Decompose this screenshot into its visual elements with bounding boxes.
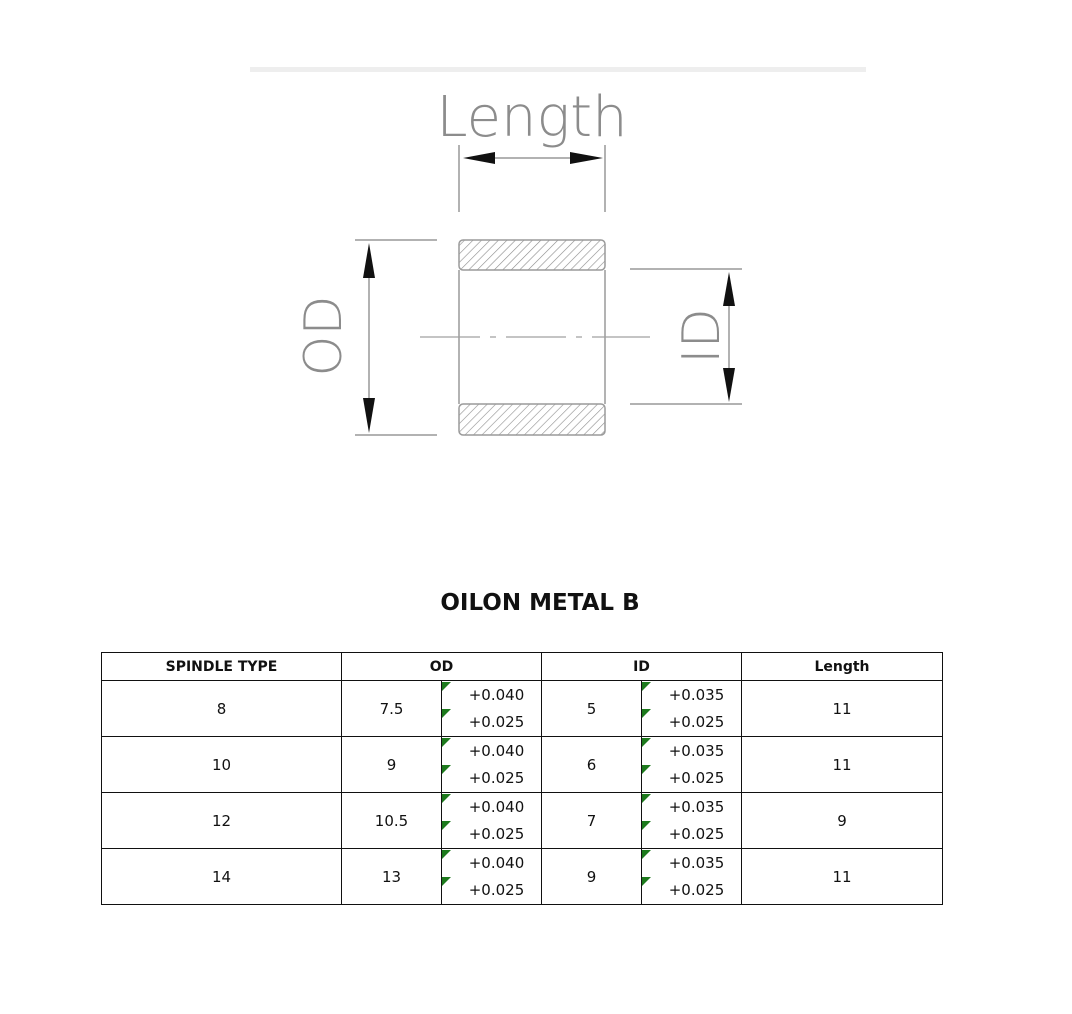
- id-cell: 5: [542, 681, 642, 737]
- id-tolerance-lower: +0.025: [642, 765, 741, 792]
- id-cell: 9: [542, 849, 642, 905]
- id-tolerance-lower: +0.025: [642, 877, 741, 904]
- header-spindle-type: SPINDLE TYPE: [102, 653, 342, 681]
- length-label: Length: [436, 85, 628, 150]
- spindle-cell: 10: [102, 737, 342, 793]
- spindle-cell: 8: [102, 681, 342, 737]
- od-tolerance-upper: +0.040: [442, 738, 541, 765]
- id-tolerance-cell: [642, 681, 742, 737]
- table-row: [102, 681, 943, 737]
- od-arrow-bottom: [363, 398, 375, 433]
- od-tolerance-upper: +0.040: [442, 850, 541, 877]
- od-tolerance-lower: +0.025: [442, 877, 541, 904]
- od-cell: 10.5: [342, 793, 442, 849]
- od-tolerance-cell: [442, 849, 542, 905]
- od-cell: 13: [342, 849, 442, 905]
- od-arrow-top: [363, 243, 375, 278]
- id-tolerance-cell: [642, 793, 742, 849]
- od-tolerance-lower: +0.025: [442, 709, 541, 736]
- id-cell: 7: [542, 793, 642, 849]
- id-cell: 6: [542, 737, 642, 793]
- header-id: ID: [542, 653, 742, 681]
- id-tolerance-cell: [642, 737, 742, 793]
- id-label: ID: [672, 308, 732, 364]
- od-cell: 9: [342, 737, 442, 793]
- table-row: [102, 849, 943, 905]
- bushing-section: [420, 240, 650, 435]
- table-row: [102, 793, 943, 849]
- dimensions-table: [101, 652, 943, 905]
- od-label: OD: [294, 295, 354, 377]
- table-title: OILON METAL B: [440, 590, 640, 616]
- id-tolerance-upper: +0.035: [642, 738, 741, 765]
- length-arrow-right: [570, 152, 603, 164]
- id-tolerance-cell: [642, 849, 742, 905]
- id-tolerance-lower: +0.025: [642, 821, 741, 848]
- length-cell: 11: [742, 737, 943, 793]
- length-cell: 9: [742, 793, 943, 849]
- length-arrow-left: [463, 152, 495, 164]
- table-row: [102, 737, 943, 793]
- od-tolerance-upper: +0.040: [442, 794, 541, 821]
- header-row: [102, 653, 943, 681]
- id-arrow-top: [723, 272, 735, 306]
- length-cell: 11: [742, 849, 943, 905]
- id-tolerance-upper: +0.035: [642, 682, 741, 709]
- spindle-cell: 14: [102, 849, 342, 905]
- top-band: [250, 67, 866, 72]
- od-tolerance-cell: [442, 793, 542, 849]
- od-tolerance-upper: +0.040: [442, 682, 541, 709]
- header-od: OD: [342, 653, 542, 681]
- od-tolerance-lower: +0.025: [442, 821, 541, 848]
- id-tolerance-upper: +0.035: [642, 794, 741, 821]
- id-arrow-bottom: [723, 368, 735, 402]
- od-tolerance-cell: [442, 681, 542, 737]
- length-cell: 11: [742, 681, 943, 737]
- od-cell: 7.5: [342, 681, 442, 737]
- spindle-cell: 12: [102, 793, 342, 849]
- id-tolerance-upper: +0.035: [642, 850, 741, 877]
- header-length: Length: [742, 653, 943, 681]
- id-tolerance-lower: +0.025: [642, 709, 741, 736]
- od-tolerance-lower: +0.025: [442, 765, 541, 792]
- od-tolerance-cell: [442, 737, 542, 793]
